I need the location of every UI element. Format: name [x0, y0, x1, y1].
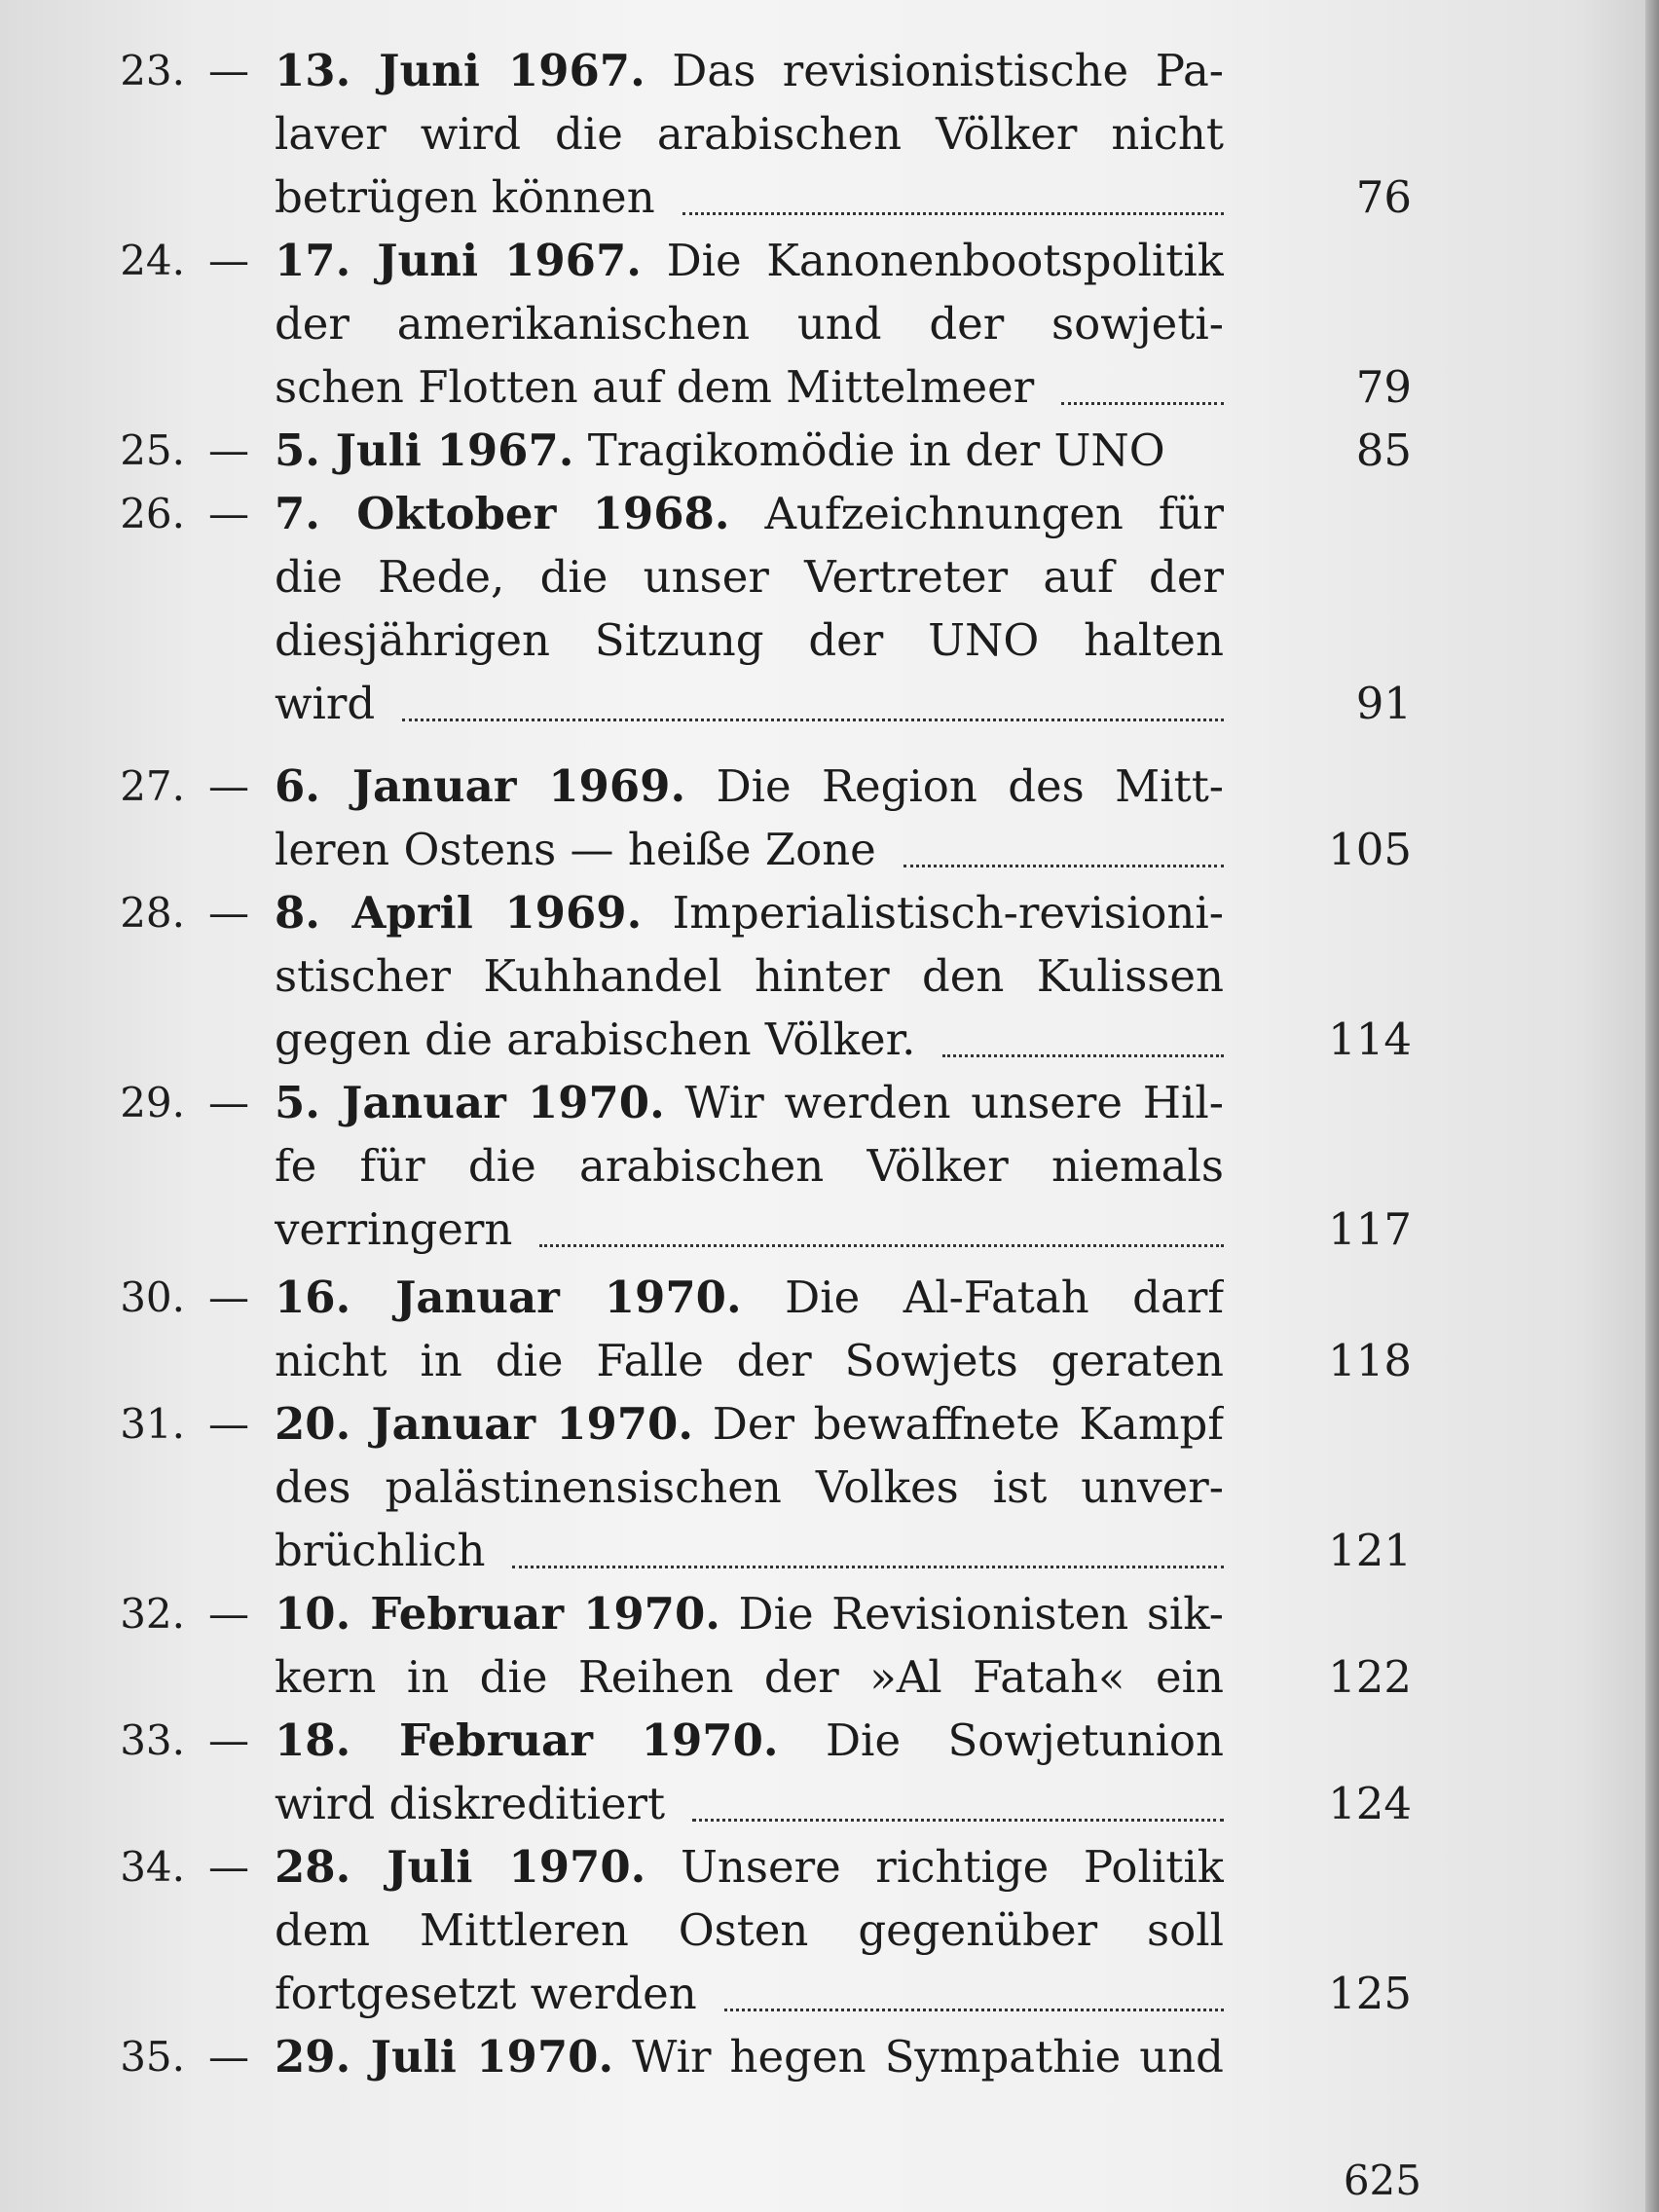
- entry-line: Der bewaffnete Kampf: [712, 1398, 1224, 1450]
- entry-text: [275, 1266, 1224, 1392]
- entry-text: [275, 1709, 1224, 1835]
- entry-number: 34.: [120, 1843, 185, 1891]
- entry-dash: —: [208, 47, 249, 94]
- entry-text: [275, 1582, 1224, 1709]
- entry-text: [275, 39, 1224, 229]
- entry-line: betrügen können: [275, 171, 655, 223]
- entry-dash: —: [208, 237, 249, 284]
- entry-line: fortgesetzt werden: [275, 1968, 697, 2019]
- entry-line: diesjährigen Sitzung der UNO halten: [275, 614, 1224, 666]
- entry-dash: —: [208, 1590, 249, 1638]
- entry-number: 26.: [120, 490, 185, 537]
- entry-dash: —: [208, 889, 249, 937]
- entry-text: [275, 1071, 1224, 1261]
- entry-page: 121: [1328, 1525, 1412, 1576]
- entry-line: nicht in die Falle der Sowjets geraten: [275, 1335, 1224, 1386]
- entry-line: gegen die arabischen Völker.: [275, 1014, 916, 1065]
- entry-line: wird: [275, 678, 376, 729]
- entry-line: schen Flotten auf dem Mittelmeer: [275, 361, 1035, 413]
- entry-number: 25.: [120, 426, 185, 474]
- entry-dash: —: [208, 490, 249, 537]
- entry-date: 7. Oktober 1968.: [275, 488, 730, 539]
- entry-dash: —: [208, 2033, 249, 2081]
- entry-line: Unsere richtige Politik: [680, 1841, 1224, 1893]
- entry-text: [275, 2025, 1224, 2088]
- entry-line: Aufzeichnungen für: [764, 488, 1224, 539]
- entry-dash: —: [208, 762, 249, 810]
- entry-line: Die Region des Mitt-: [716, 760, 1224, 812]
- entry-text: [275, 1392, 1224, 1582]
- entry-line: Tragikomödie in der UNO: [587, 424, 1165, 476]
- entry-line: wird diskreditiert: [275, 1778, 666, 1829]
- entry-text: [275, 755, 1224, 881]
- entry-date: 6. Januar 1969.: [275, 760, 686, 812]
- entry-date: 5. Januar 1970.: [275, 1077, 665, 1128]
- entry-dash: —: [208, 1273, 249, 1321]
- entry-date: 16. Januar 1970.: [275, 1272, 742, 1323]
- entry-number: 32.: [120, 1590, 185, 1638]
- entry-text: [275, 419, 1224, 482]
- entry-dash: —: [208, 1843, 249, 1891]
- entry-line: Das revisionistische Pa-: [672, 45, 1224, 96]
- entry-line: Die Revisionisten sik-: [738, 1588, 1224, 1640]
- dot-leader: [682, 212, 1224, 215]
- entry-number: 35.: [120, 2033, 185, 2081]
- entry-date: 8. April 1969.: [275, 887, 643, 939]
- entry-number: 31.: [120, 1400, 185, 1448]
- entry-line: fe für die arabischen Völker niemals: [275, 1140, 1224, 1192]
- entry-page: 124: [1328, 1778, 1412, 1829]
- entry-line: des palästinensischen Volkes ist unver-: [275, 1461, 1224, 1513]
- entry-page: 114: [1328, 1014, 1412, 1065]
- entry-number: 24.: [120, 237, 185, 284]
- entry-line: Die Sowjetunion: [825, 1714, 1224, 1766]
- entry-line: dem Mittleren Osten gegenüber soll: [275, 1904, 1224, 1956]
- entry-line: Die Al-Fatah darf: [785, 1272, 1224, 1323]
- entry-dash: —: [208, 1716, 249, 1764]
- entry-line: Wir werden unsere Hil-: [684, 1077, 1224, 1128]
- entry-line: stischer Kuhhandel hinter den Kulissen: [275, 950, 1224, 1002]
- entry-date: 28. Juli 1970.: [275, 1841, 646, 1893]
- entry-date: 5. Juli 1967.: [275, 424, 574, 476]
- entry-line: brüchlich: [275, 1525, 486, 1576]
- dot-leader: [692, 1819, 1224, 1822]
- entry-date: 20. Januar 1970.: [275, 1398, 694, 1450]
- dot-leader: [402, 719, 1224, 721]
- entry-number: 27.: [120, 762, 185, 810]
- entry-text: [275, 229, 1224, 419]
- entry-line: der amerikanischen und der sowjeti-: [275, 298, 1224, 350]
- entry-date: 29. Juli 1970.: [275, 2031, 614, 2083]
- dot-leader: [724, 2009, 1224, 2011]
- entry-line: die Rede, die unser Vertreter auf der: [275, 551, 1224, 603]
- entry-dash: —: [208, 1079, 249, 1126]
- entry-line: Wir hegen Sympathie und: [632, 2031, 1224, 2083]
- dot-leader: [539, 1244, 1224, 1247]
- dot-leader: [1061, 402, 1224, 405]
- entry-line: laver wird die arabischen Völker nicht: [275, 108, 1224, 160]
- entry-dash: —: [208, 426, 249, 474]
- entry-page: 125: [1328, 1968, 1412, 2019]
- entry-line: kern in die Reihen der »Al Fatah« ein: [275, 1651, 1224, 1703]
- entry-date: 13. Juni 1967.: [275, 45, 645, 96]
- entry-line: Imperialistisch-revisioni-: [672, 887, 1224, 939]
- entry-date: 17. Juni 1967.: [275, 235, 642, 286]
- entry-line: verringern: [275, 1203, 513, 1255]
- dot-leader: [942, 1054, 1224, 1057]
- entry-dash: —: [208, 1400, 249, 1448]
- entry-number: 29.: [120, 1079, 185, 1126]
- entry-page: 76: [1355, 171, 1412, 223]
- entry-number: 28.: [120, 889, 185, 937]
- entry-page: 85: [1355, 424, 1412, 476]
- entry-page: 122: [1328, 1651, 1412, 1703]
- entry-number: 23.: [120, 47, 185, 94]
- entry-text: [275, 482, 1224, 735]
- page-number: 625: [1343, 2157, 1421, 2204]
- entry-line: leren Ostens — heiße Zone: [275, 824, 876, 875]
- entry-page: 118: [1328, 1335, 1412, 1386]
- entry-page: 117: [1328, 1203, 1412, 1255]
- entry-page: 79: [1355, 361, 1412, 413]
- entry-line: Die Kanonenbootspolitik: [666, 235, 1224, 286]
- entry-page: 91: [1355, 678, 1412, 729]
- dot-leader: [903, 865, 1224, 867]
- entry-number: 30.: [120, 1273, 185, 1321]
- entry-text: [275, 881, 1224, 1071]
- entry-date: 10. Februar 1970.: [275, 1588, 720, 1640]
- entry-date: 18. Februar 1970.: [275, 1714, 779, 1766]
- entry-page: 105: [1328, 824, 1412, 875]
- dot-leader: [512, 1566, 1224, 1568]
- entry-text: [275, 1835, 1224, 2025]
- entry-number: 33.: [120, 1716, 185, 1764]
